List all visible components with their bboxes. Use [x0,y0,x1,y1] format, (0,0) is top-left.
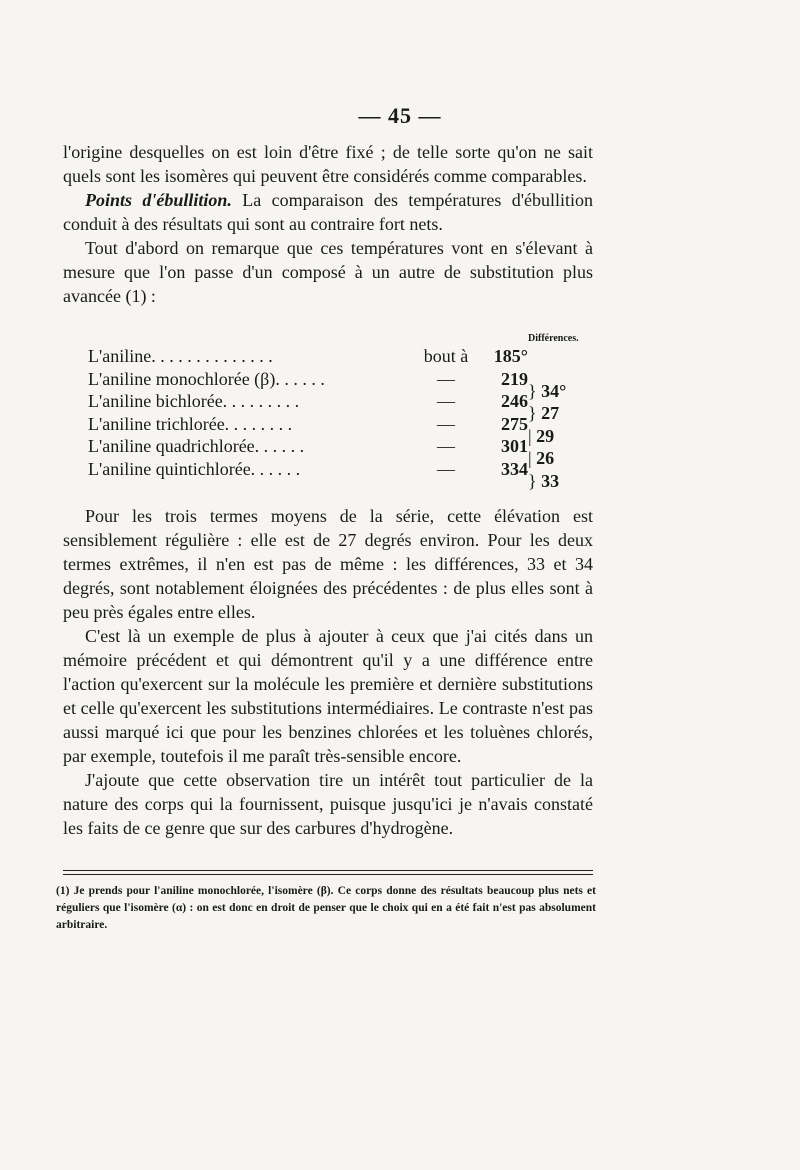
compound-name: L'aniline quadrichlorée. . . . . . [88,436,305,457]
row-prefix: — [437,413,455,434]
paragraph-intro-table: Tout d'abord on remarque que ces températures vont en s'élevant à mesure que l'on passe d'un composé à un autre de substitution plus avancée (1) : [63,238,593,306]
row-prefix: bout à [423,346,469,366]
table-row [88,368,608,401]
brace-icon: | [528,448,537,469]
boiling-temperature: 185° [493,346,528,366]
brace-icon: | [528,425,537,446]
footnote-divider [63,874,593,875]
paragraph-continuation: l'origine desquelles on est loin d'être fixé ; de telle sorte qu'on ne sait quels sont les isomères qui peuvent être considérés comme comparables. [63,142,593,186]
boiling-temperature: 275 [501,413,528,434]
page-number: — 45 — [358,103,442,128]
table-row [88,346,608,369]
difference-value: 27 [541,403,560,424]
difference-value: 33 [541,470,560,491]
brace-icon: } [528,380,542,401]
compound-name: L'aniline quintichlorée. . . . . . [88,458,301,479]
boiling-point-table [88,346,608,491]
difference-value: 34° [541,380,567,401]
paragraph-conclusion: J'ajoute que cette observation tire un intérêt tout particulier de la nature des corps qui la fournissent, puisque jusqu'ici je n'avais constaté les faits de ce genre que sur des carbures d'hydrogène. [63,770,593,838]
paragraph-analysis: Pour les trois termes moyens de la série, cette élévation est sensiblement régulière : elle est de 27 degrés environ. Pour les deux termes extrêmes, il n'en est pas de même : les différences, 33 et 34 degrés, sont notablement éloignées des précédentes : de plus elles sont à peu près égales entre elles. [63,506,593,622]
difference-value: 26 [536,448,555,469]
boiling-temperature: 301 [501,436,528,457]
compound-name: L'aniline trichlorée. . . . . . . . [88,413,293,434]
brace-icon: } [528,470,542,491]
paragraph-comparison: C'est là un exemple de plus à ajouter à ceux que j'ai cités dans un mémoire précédent et qui démontrent qu'il y a une différence entre l'action qu'exercent sur la molécule les première et dernière substitutions et celle qu'exercent les substitutions intermédiaires. Le contraste n'est pas aussi marqué ici que pour les benzines chlorées et les toluènes chlorés, par exemple, toutefois il me paraît très-sensible encore. [63,626,593,766]
temperature-difference [528,471,598,492]
boiling-temperature: 219 [501,368,528,389]
difference-value: 29 [536,425,555,446]
row-prefix: — [437,391,455,412]
paragraph-boiling-points [63,188,593,236]
brace-icon: } [528,403,542,424]
compound-name: L'aniline. . . . . . . . . . . . . . [88,346,273,366]
table-row [88,413,608,446]
row-prefix: — [437,436,455,457]
compound-name: L'aniline monochlorée (β). . . . . . [88,368,325,389]
intro-block [63,140,593,308]
footnote-divider [63,870,593,871]
section-label: Points d'ébullition. [85,190,232,210]
compound-name: L'aniline bichlorée. . . . . . . . . [88,391,300,412]
boiling-temperature: 246 [501,391,528,412]
differences-header: Différences. [528,333,579,344]
paragraph-text: La comparaison des températures d'ébullition conduit à des résultats qui sont au contraire fort nets. [63,190,593,234]
footnote: (1) Je prends pour l'aniline monochlorée, l'isomère (β). Ce corps donne des résultats beaucoup plus nets et réguliers que l'isomère (α) : on est donc en droit de penser que le choix qui en a été fait n'est pas absolument arbitraire. [56,885,596,931]
row-prefix: — [437,458,455,479]
boiling-temperature: 334 [501,458,528,479]
row-prefix: — [437,368,455,389]
body-block [63,504,593,840]
